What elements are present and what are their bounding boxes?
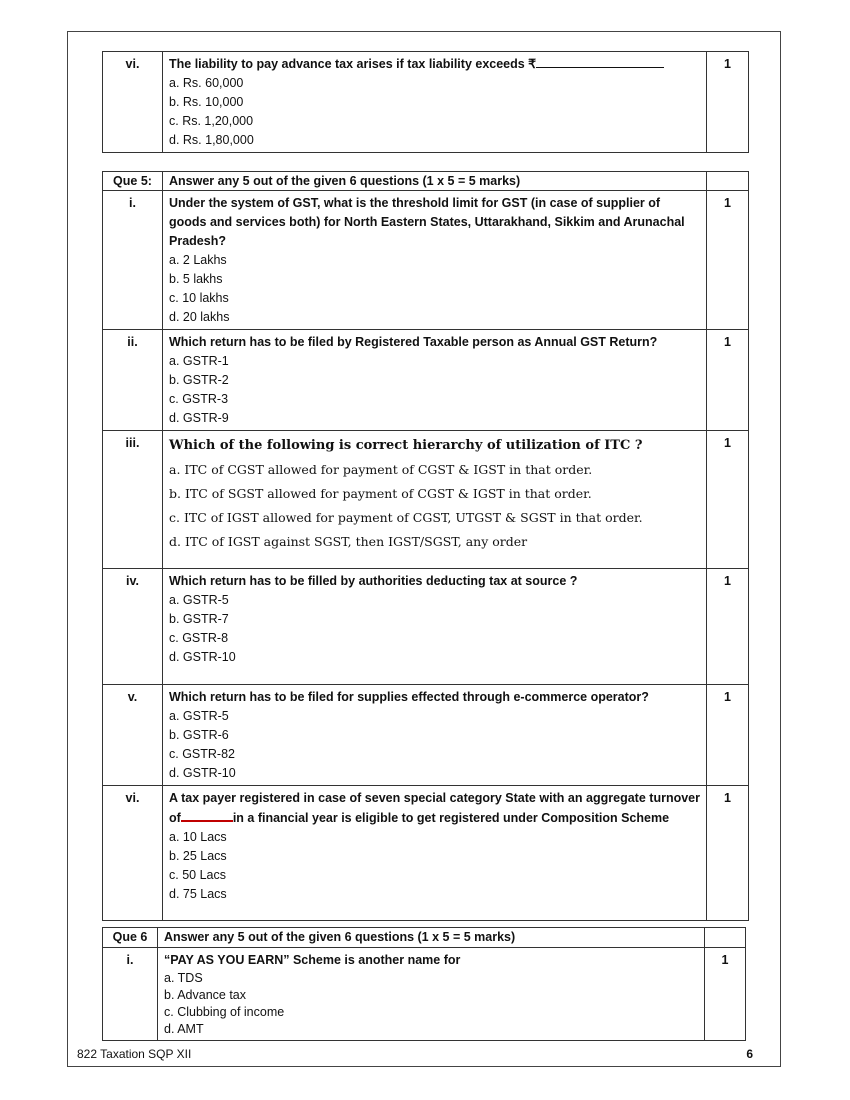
marks: 1 [707, 685, 749, 786]
option: a. 10 Lacs [169, 830, 227, 844]
option: d. GSTR-9 [169, 411, 229, 425]
option: d. GSTR-10 [169, 766, 236, 780]
option: b. 5 lakhs [169, 272, 223, 286]
option: a. TDS [164, 971, 203, 985]
question-cell [163, 191, 707, 330]
table-header-row [103, 928, 746, 948]
question-text: A tax payer registered in case of seven special category State with an aggregate turnover of in a financial year is eligible to get registered under Composition Scheme [169, 791, 700, 825]
question-cell [158, 948, 705, 1041]
q4-table [102, 51, 749, 153]
option: c. Clubbing of income [164, 1005, 285, 1019]
option: c. GSTR-8 [169, 631, 229, 645]
option: a. ITC of CGST allowed for payment of CGST & IGST in that order. [169, 462, 593, 477]
marks: 1 [705, 948, 746, 1041]
section-instruction: Answer any 5 out of the given 6 questions (1 x 5 = 5 marks) [163, 172, 707, 191]
option: b. GSTR-7 [169, 612, 229, 626]
question-cell [163, 52, 707, 153]
q5-table [102, 171, 749, 921]
question-text: Which return has to be filed by Registered Taxable person as Annual GST Return? [169, 335, 658, 349]
answer-blank [536, 55, 664, 68]
question-cell [163, 569, 707, 685]
question-text: Which of the following is correct hierarchy of utilization of ITC ? [169, 438, 643, 453]
question-number: i. [103, 191, 163, 330]
option: a. GSTR-5 [169, 709, 229, 723]
page-footer [77, 1047, 753, 1061]
question-number: vi. [103, 52, 163, 153]
empty-cell [707, 172, 749, 191]
marks: 1 [707, 191, 749, 330]
question-number: iv. [103, 569, 163, 685]
question-number: i. [103, 948, 158, 1041]
question-number: ii. [103, 330, 163, 431]
table-row [103, 948, 746, 1041]
table-row [103, 191, 749, 330]
option: c. GSTR-3 [169, 392, 229, 406]
option: a. GSTR-1 [169, 354, 229, 368]
option: d. 20 lakhs [169, 310, 230, 324]
option: a. Rs. 60,000 [169, 76, 244, 90]
marks: 1 [707, 786, 749, 921]
option: a. 2 Lakhs [169, 253, 227, 267]
table-header-row [103, 172, 749, 191]
question-label: Que 6 [103, 928, 158, 948]
option: b. Advance tax [164, 988, 247, 1002]
question-label: Que 5: [103, 172, 163, 191]
option: d. 75 Lacs [169, 887, 227, 901]
option: d. GSTR-10 [169, 650, 236, 664]
table-row [103, 685, 749, 786]
table-row [103, 330, 749, 431]
question-text: Under the system of GST, what is the threshold limit for GST (in case of supplier of goods and services both) for North Eastern States, Uttarakhand, Sikkim and Arunachal Pradesh? [169, 196, 685, 248]
table-row [103, 431, 749, 569]
page-number: 6 [746, 1047, 753, 1061]
option: b. ITC of SGST allowed for payment of CGST & IGST in that order. [169, 486, 592, 501]
question-cell [163, 431, 707, 569]
option: d. Rs. 1,80,000 [169, 133, 254, 147]
option: b. Rs. 10,000 [169, 95, 244, 109]
option: c. 10 lakhs [169, 291, 229, 305]
marks: 1 [707, 431, 749, 569]
marks: 1 [707, 330, 749, 431]
section-instruction: Answer any 5 out of the given 6 questions (1 x 5 = 5 marks) [158, 928, 705, 948]
question-cell [163, 330, 707, 431]
question-cell [163, 685, 707, 786]
marks: 1 [707, 52, 749, 153]
option: d. AMT [164, 1022, 204, 1036]
q6-table [102, 927, 746, 1041]
option: d. ITC of IGST against SGST, then IGST/SGST, any order [169, 534, 528, 549]
table-row [103, 52, 749, 153]
option: c. 50 Lacs [169, 868, 226, 882]
question-text: The liability to pay advance tax arises if tax liability exceeds ₹ [169, 55, 700, 74]
question-text: “PAY AS YOU EARN” Scheme is another name for [164, 953, 461, 967]
answer-blank [181, 808, 233, 822]
question-cell [163, 786, 707, 921]
marks: 1 [707, 569, 749, 685]
option: c. GSTR-82 [169, 747, 235, 761]
footer-title: 822 Taxation SQP XII [77, 1047, 192, 1061]
question-text: Which return has to be filed for supplies effected through e-commerce operator? [169, 690, 649, 704]
question-number: v. [103, 685, 163, 786]
table-row [103, 569, 749, 685]
option: c. ITC of IGST allowed for payment of CGST, UTGST & SGST in that order. [169, 510, 643, 525]
question-text: Which return has to be filled by authorities deducting tax at source ? [169, 574, 578, 588]
question-number: iii. [103, 431, 163, 569]
option: b. 25 Lacs [169, 849, 227, 863]
option: b. GSTR-6 [169, 728, 229, 742]
option: b. GSTR-2 [169, 373, 229, 387]
option: c. Rs. 1,20,000 [169, 114, 254, 128]
empty-cell [705, 928, 746, 948]
question-number: vi. [103, 786, 163, 921]
option: a. GSTR-5 [169, 593, 229, 607]
table-row [103, 786, 749, 921]
